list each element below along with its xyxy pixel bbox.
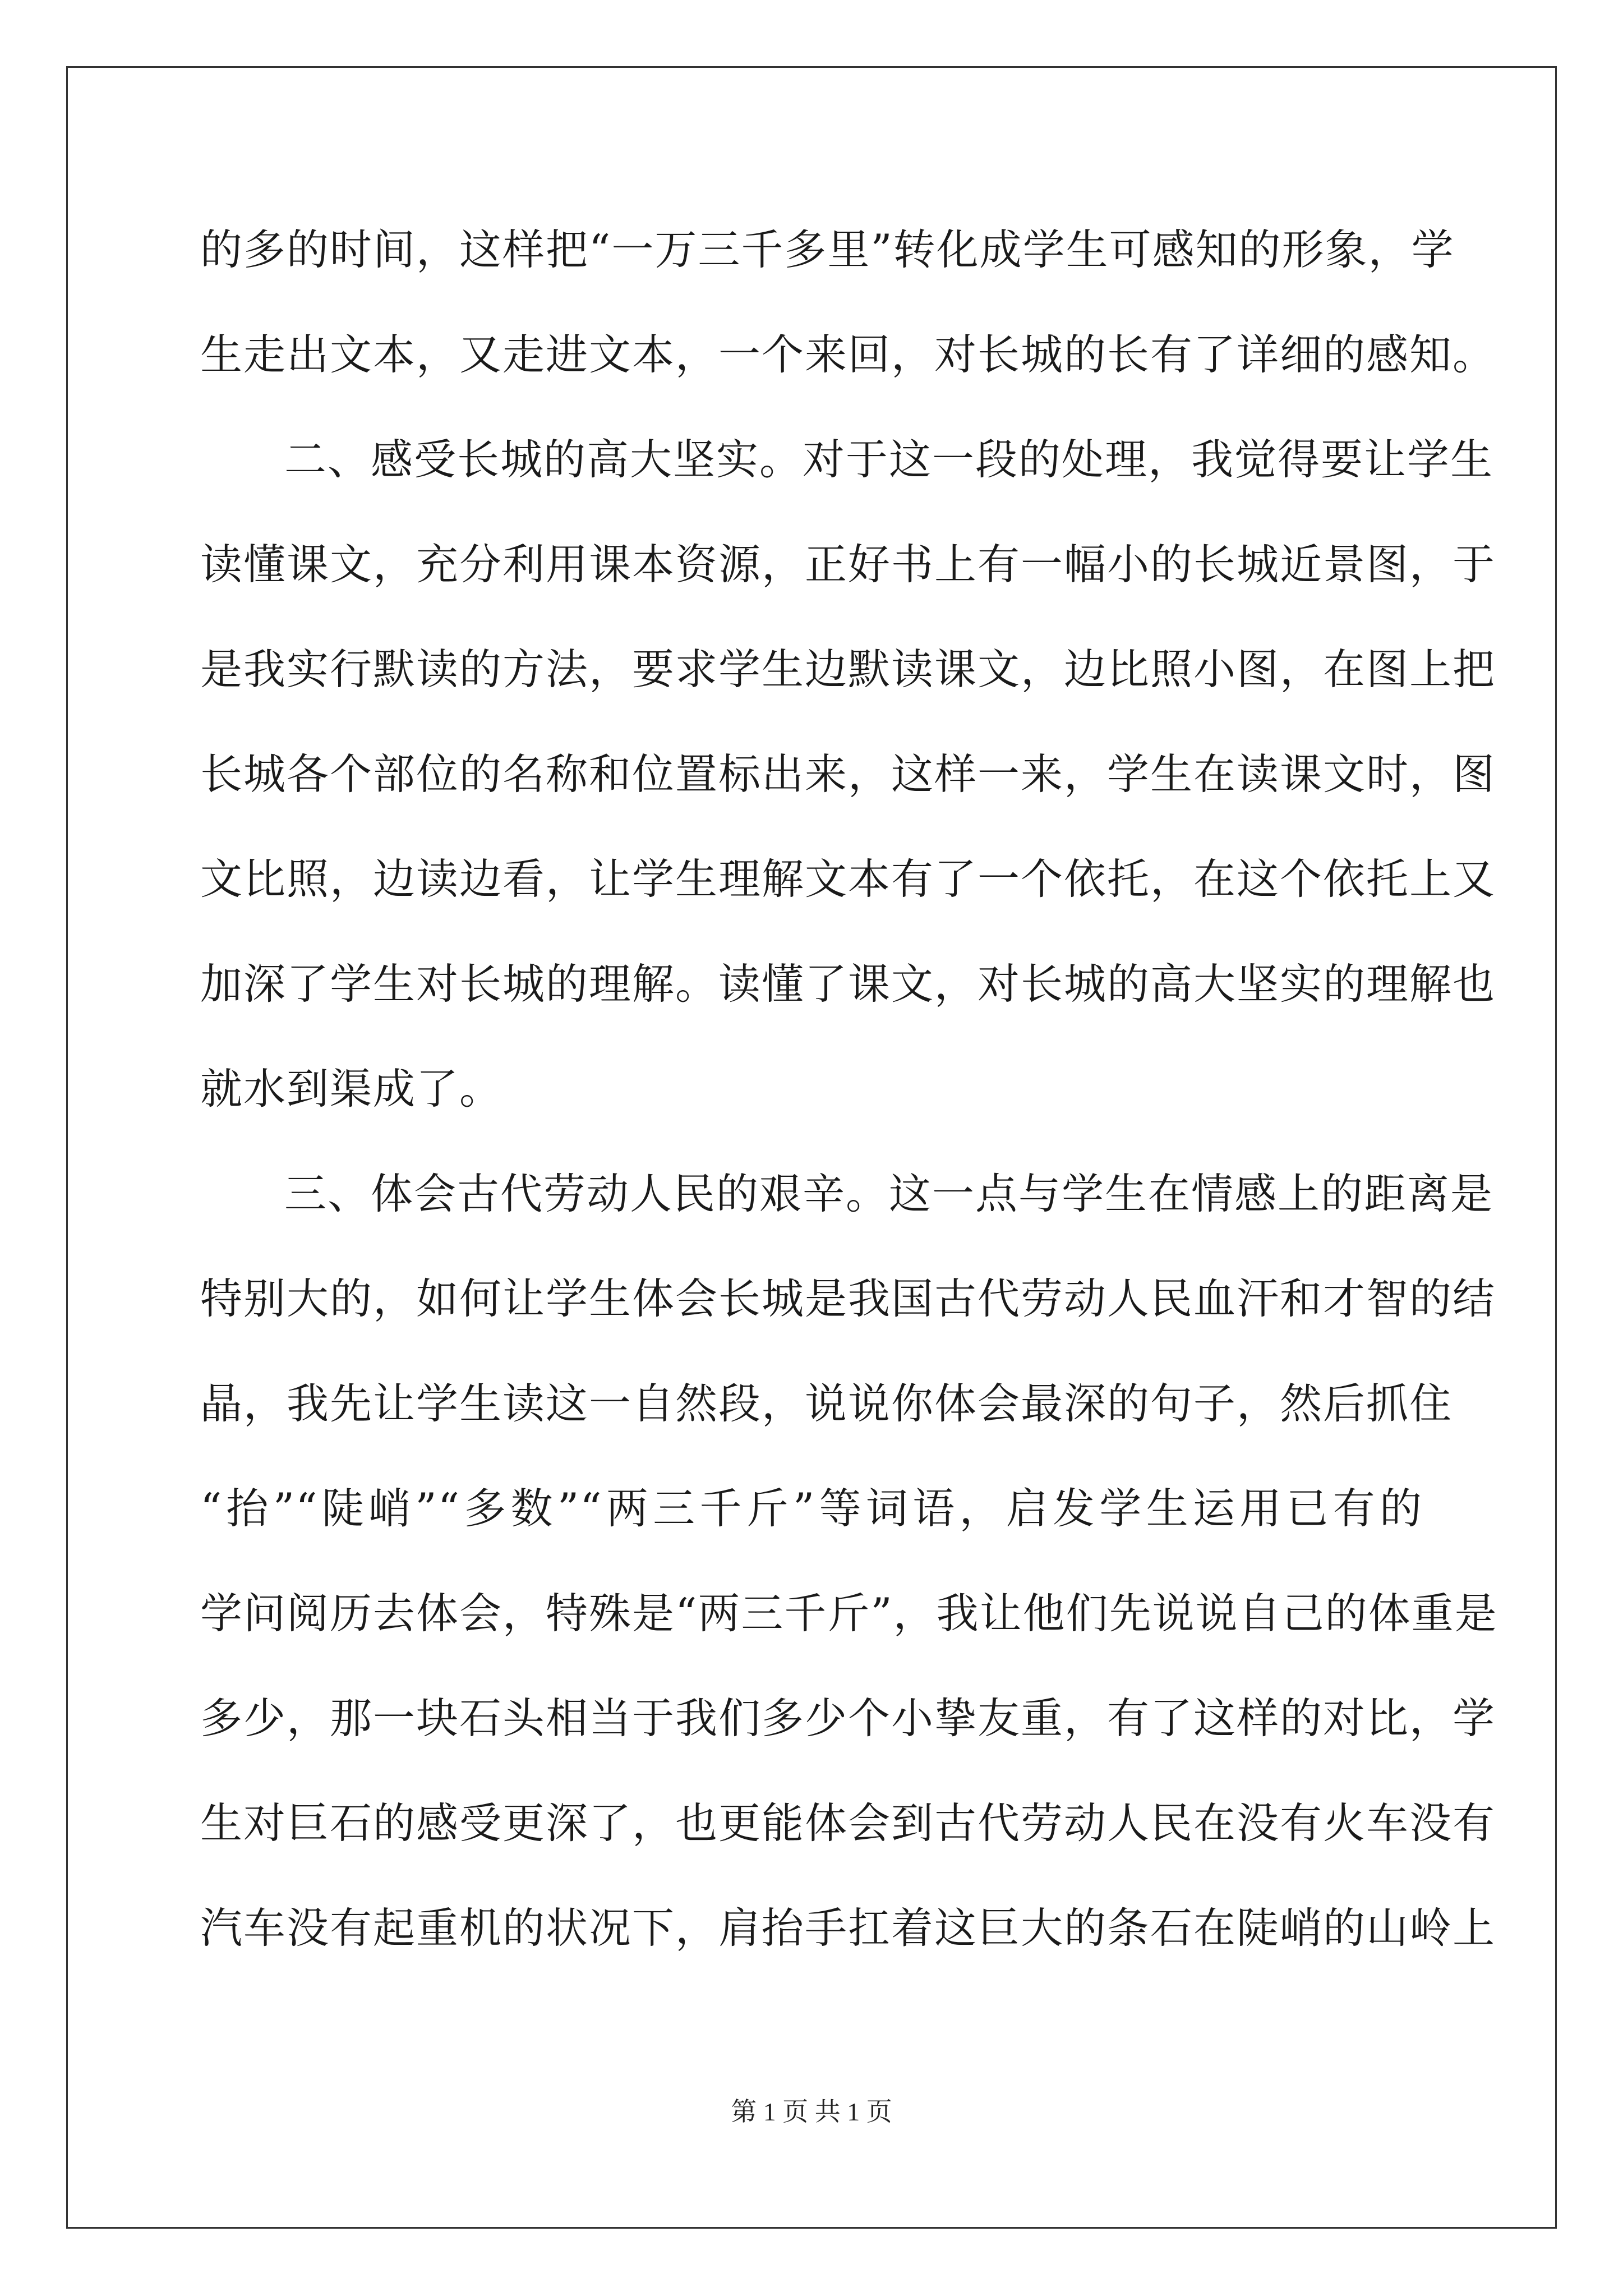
text-line: 多少，那一块石头相当于我们多少个小挚友重，有了这样的对比，学 <box>200 1694 1496 1743</box>
page-number-footer: 第 1 页 共 1 页 <box>731 2097 892 2126</box>
paragraph-start-line: 三、体会古代劳动人民的艰辛。这一点与学生在情感上的距离是 <box>284 1169 1494 1218</box>
text-line: 生对巨石的感受更深了，也更能体会到古代劳动人民在没有火车没有 <box>200 1798 1496 1848</box>
text-line: “抬”“陡峭”“多数”“两三千斤”等词语，启发学生运用已有的 <box>200 1484 1423 1533</box>
text-line: 是我实行默读的方法，要求学生边默读课文，边比照小图，在图上把 <box>200 645 1496 694</box>
text-line: 学问阅历去体会，特殊是“两三千斤”，我让他们先说说自己的体重是 <box>200 1589 1498 1638</box>
text-line: 文比照，边读边看，让学生理解文本有了一个依托，在这个依托上又 <box>200 854 1496 904</box>
text-line: 的多的时间，这样把“一万三千多里”转化成学生可感知的形象，学 <box>200 225 1455 274</box>
text-line: 加深了学生对长城的理解。读懂了课文，对长城的高大坚实的理解也 <box>200 959 1496 1009</box>
paragraph-start-line: 二、感受长城的高大坚实。对于这一段的处理，我觉得要让学生 <box>284 435 1494 484</box>
text-line: 生走出文本，又走进文本，一个来回，对长城的长有了详细的感知。 <box>200 330 1496 379</box>
text-line: 特别大的，如何让学生体会长城是我国古代劳动人民血汗和才智的结 <box>200 1274 1496 1323</box>
text-line: 汽车没有起重机的状况下，肩抬手扛着这巨大的条石在陡峭的山岭上 <box>200 1903 1496 1953</box>
document-body <box>200 222 1498 2005</box>
text-line: 长城各个部位的名称和位置标出来，这样一来，学生在读课文时，图 <box>200 749 1496 799</box>
text-line: 读懂课文，充分利用课本资源，正好书上有一幅小的长城近景图，于 <box>200 540 1496 589</box>
paragraph-end-line: 就水到渠成了。 <box>200 1064 503 1114</box>
text-line: 晶，我先让学生读这一自然段，说说你体会最深的句子，然后抓住 <box>200 1379 1453 1428</box>
